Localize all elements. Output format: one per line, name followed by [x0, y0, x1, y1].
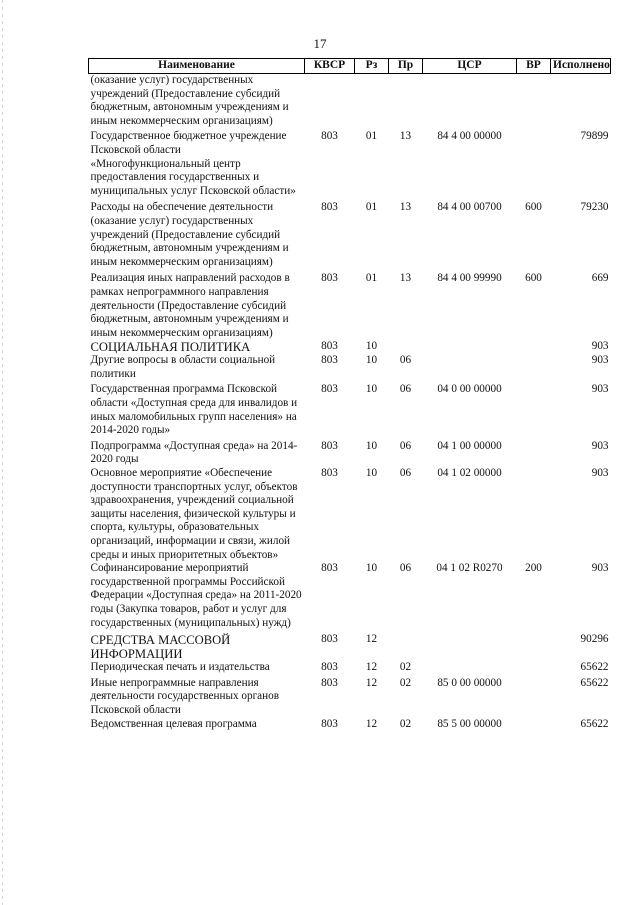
cell-pr: 06	[399, 562, 412, 575]
cell-name: Иные непрограммные направления деятельности государственных органов Псковской области	[90, 676, 280, 716]
col-header-name: Наименование	[89, 59, 305, 74]
cell-rz: 10	[365, 340, 378, 353]
table-header	[89, 59, 611, 74]
budget-execution-table	[88, 58, 611, 731]
cell-pr	[389, 630, 423, 661]
cell-vr	[517, 675, 551, 718]
cell-rz: 12	[365, 633, 378, 646]
cell-vr	[517, 718, 551, 732]
cell-rz: 01	[365, 130, 378, 143]
cell-name: Государственная программа Псковской области «Доступная среда для инвалидов и иных маломобильных групп населения» на 2014-2020 годы»	[90, 383, 298, 437]
cell-isp: 65622	[580, 661, 609, 674]
cell-pr: 06	[399, 467, 412, 480]
cell-rz: 12	[365, 661, 378, 674]
cell-rz: 01	[365, 201, 378, 214]
col-header-isp: Исполнено	[551, 59, 611, 74]
table-row	[89, 467, 611, 562]
cell-csr: 85 0 00 00000	[437, 676, 502, 689]
cell-vr	[517, 661, 551, 675]
cell-kvsr: 803	[321, 340, 338, 353]
cell-name: Софинансирование мероприятий государственной программы Российской Федерации «Доступная среда» на 2011-2020 годы (Закупка товаров, работ и услуг для государственных (муниципальных) нужд)	[90, 562, 302, 629]
cell-isp: 903	[591, 467, 609, 480]
col-header-rz: Рз	[355, 59, 389, 74]
cell-kvsr	[305, 74, 355, 129]
table-row-section	[89, 340, 611, 354]
cell-vr	[517, 354, 551, 381]
table-body	[89, 74, 611, 732]
page-number: 17	[313, 36, 327, 51]
cell-rz: 10	[365, 467, 378, 480]
cell-kvsr: 803	[321, 661, 338, 674]
cell-csr	[423, 340, 517, 354]
cell-rz: 10	[365, 354, 378, 367]
table-row	[89, 661, 611, 675]
cell-name: Расходы на обеспечение деятельности (оказание услуг) государственных учреждений (Предоставление субсидий бюджетным, автономным учреждениям и иным некоммерческим организациям)	[90, 201, 289, 268]
cell-pr: 13	[399, 130, 412, 143]
cell-kvsr: 803	[321, 383, 338, 396]
cell-vr: 600	[525, 272, 542, 285]
cell-name: Основное мероприятие «Обеспечение доступности транспортных услуг, объектов здравоохранения, учреждений социальной защиты населения, физической культуры и спорта, культуры, образовательных организаций, информации и связи, жилой среды и иных приоритетных объектов»	[90, 467, 298, 561]
col-header-kvsr: КВСР	[305, 59, 355, 74]
table-row	[89, 381, 611, 437]
cell-isp: 79230	[580, 201, 609, 214]
cell-kvsr: 803	[321, 439, 338, 452]
col-header-vr: ВР	[517, 59, 551, 74]
cell-kvsr: 803	[321, 467, 338, 480]
cell-rz	[355, 74, 389, 129]
cell-kvsr: 803	[321, 633, 338, 646]
cell-pr: 06	[399, 439, 412, 452]
cell-csr: 84 4 00 00000	[437, 130, 502, 143]
cell-pr: 13	[399, 201, 412, 214]
cell-isp: 903	[591, 340, 609, 353]
table-row	[89, 269, 611, 340]
cell-vr: 600	[525, 201, 542, 214]
cell-name: Подпрограмма «Доступная среда» на 2014-2020 годы	[90, 439, 298, 466]
cell-pr	[389, 74, 423, 129]
cell-kvsr: 803	[321, 272, 338, 285]
table-row	[89, 198, 611, 269]
cell-rz: 10	[365, 383, 378, 396]
cell-kvsr: 803	[321, 130, 338, 143]
cell-isp	[551, 74, 611, 129]
table-row	[89, 74, 611, 129]
cell-rz: 01	[365, 272, 378, 285]
cell-csr: 84 4 00 00700	[437, 201, 502, 214]
cell-pr: 06	[399, 354, 412, 367]
cell-pr: 06	[399, 383, 412, 396]
cell-vr	[517, 340, 551, 354]
cell-rz: 10	[365, 562, 378, 575]
cell-name: Периодическая печать и издательства	[90, 661, 270, 674]
cell-kvsr: 803	[321, 717, 338, 730]
cell-kvsr: 803	[321, 354, 338, 367]
cell-vr	[517, 630, 551, 661]
cell-isp: 90296	[580, 633, 609, 646]
cell-csr: 04 0 00 00000	[437, 383, 502, 396]
table-row	[89, 128, 611, 198]
table-row	[89, 562, 611, 630]
cell-kvsr: 803	[321, 676, 338, 689]
cell-pr: 02	[399, 661, 412, 674]
cell-isp: 903	[591, 439, 609, 452]
cell-csr	[423, 661, 517, 675]
cell-csr: 04 1 02 00000	[437, 467, 502, 480]
cell-vr	[517, 438, 551, 467]
cell-csr: 04 1 02 R0270	[436, 562, 503, 575]
cell-vr	[517, 128, 551, 198]
cell-name: (оказание услуг) государственных учреждений (Предоставление субсидий бюджетным, автономным учреждениям и иным некоммерческим организациям)	[90, 74, 289, 127]
scan-edge-artifact	[2, 0, 3, 905]
cell-rz: 12	[365, 676, 378, 689]
cell-name: Другие вопросы в области социальной политики	[90, 354, 276, 380]
table-row	[89, 718, 611, 732]
cell-kvsr: 803	[321, 562, 338, 575]
cell-name: СОЦИАЛЬНАЯ ПОЛИТИКА	[90, 340, 251, 355]
table-row	[89, 438, 611, 467]
cell-pr: 02	[399, 717, 412, 730]
cell-kvsr: 803	[321, 201, 338, 214]
cell-csr: 84 4 00 99990	[437, 272, 502, 285]
cell-name: Государственное бюджетное учреждение Псковской области «Многофункциональный центр предоставления государственных и муниципальных услуг Псковской области»	[90, 130, 296, 197]
cell-name: СРЕДСТВА МАССОВОЙ ИНФОРМАЦИИ	[90, 633, 231, 662]
table-row	[89, 354, 611, 381]
cell-pr: 02	[399, 676, 412, 689]
cell-csr	[423, 354, 517, 381]
cell-vr	[517, 381, 551, 437]
table-row-section	[89, 630, 611, 661]
cell-vr	[517, 74, 551, 129]
cell-csr: 85 5 00 00000	[437, 717, 502, 730]
cell-csr: 04 1 00 00000	[437, 439, 502, 452]
cell-vr	[517, 467, 551, 562]
cell-isp: 669	[591, 272, 609, 285]
col-header-csr: ЦСР	[423, 59, 517, 74]
cell-name: Ведомственная целевая программа	[90, 717, 257, 730]
cell-isp: 65622	[580, 676, 609, 689]
cell-csr	[423, 630, 517, 661]
cell-isp: 903	[591, 562, 609, 575]
col-header-pr: Пр	[389, 59, 423, 74]
cell-vr: 200	[525, 562, 542, 575]
cell-csr	[423, 74, 517, 129]
cell-isp: 903	[591, 354, 609, 367]
cell-pr: 13	[399, 272, 412, 285]
cell-isp: 903	[591, 383, 609, 396]
cell-rz: 12	[365, 717, 378, 730]
cell-isp: 79899	[580, 130, 609, 143]
cell-name: Реализация иных направлений расходов в рамках непрограммного направления деятельности (Предоставление субсидий бюджетным, автономным учреждениям и иным некоммерческим организациям)	[90, 272, 290, 339]
table-row	[89, 675, 611, 718]
cell-rz: 10	[365, 439, 378, 452]
cell-isp: 65622	[580, 717, 609, 730]
cell-pr	[389, 340, 423, 354]
